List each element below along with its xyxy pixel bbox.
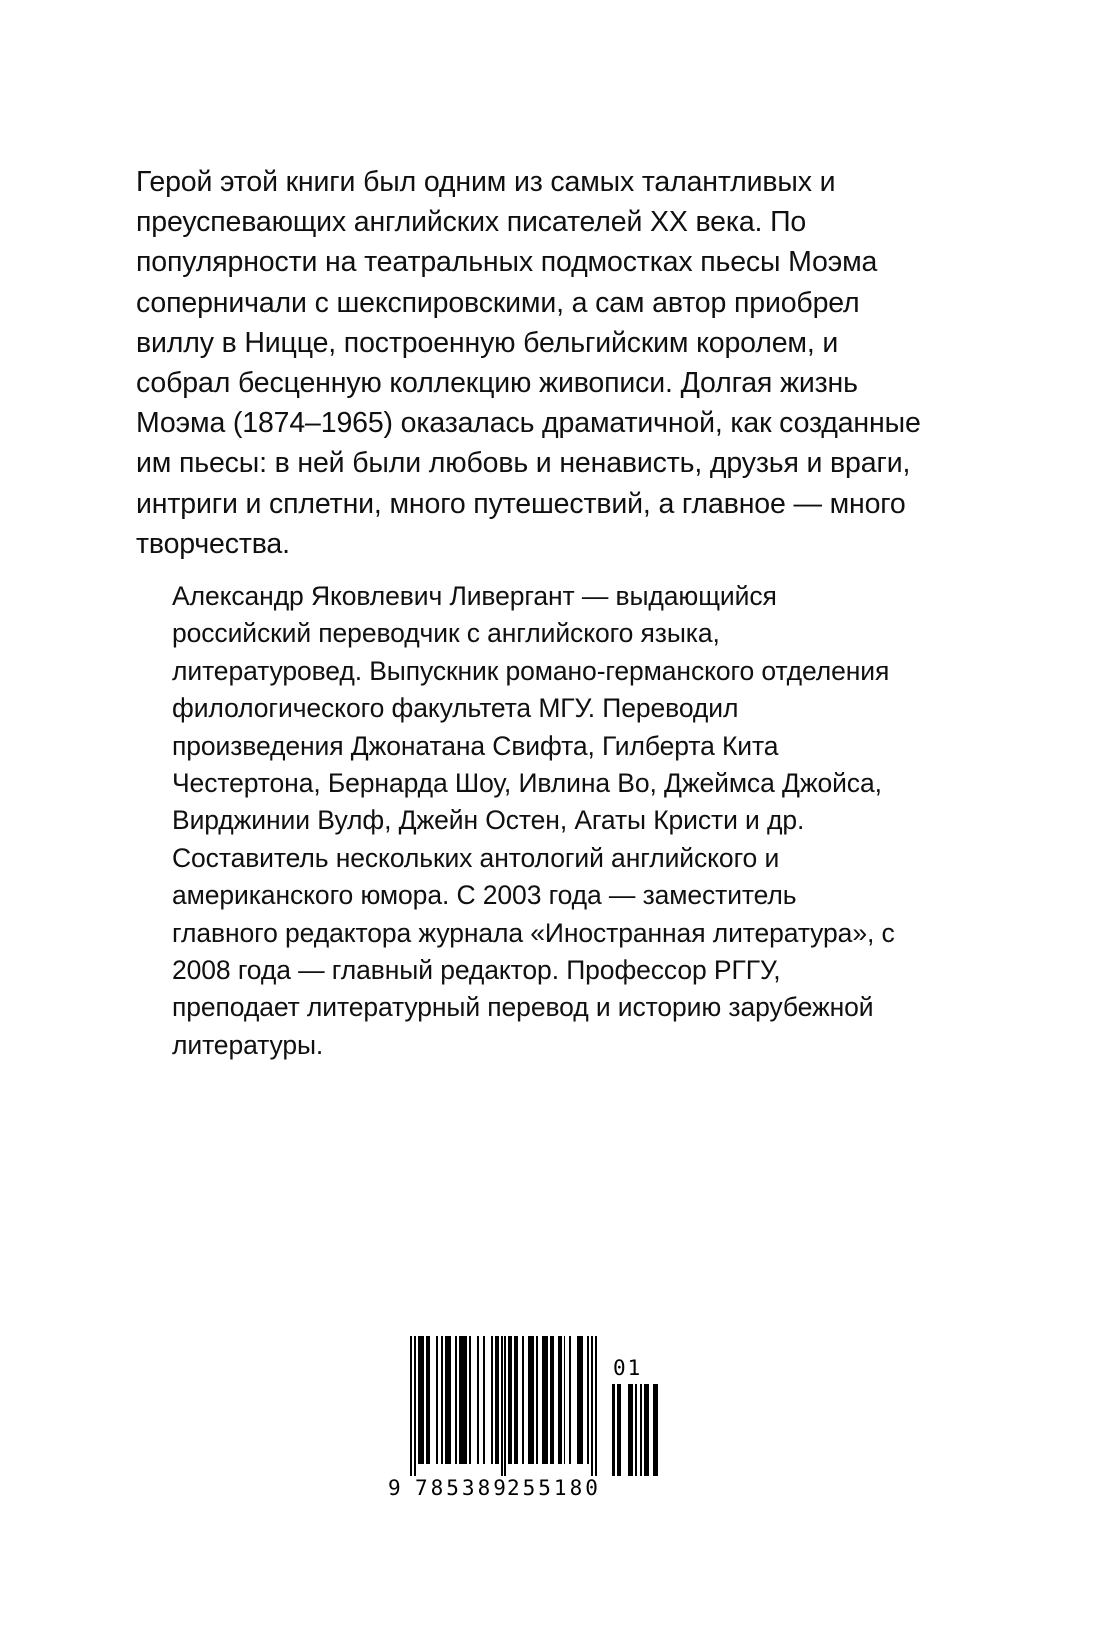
barcode-bar [528,1336,534,1464]
barcode-bar [587,1336,589,1464]
ean13-lead-digit: 9 [388,1476,401,1500]
barcode-bar [569,1336,571,1464]
ean13-bars [410,1336,597,1476]
barcode-bar [418,1336,424,1464]
barcode-addon-bar [612,1384,614,1476]
barcode-bar [495,1336,499,1464]
ean-addon-label: 01 [613,1356,643,1380]
barcode-addon-bar [628,1384,633,1476]
barcode-bar [445,1336,451,1464]
barcode-bar [501,1336,503,1476]
barcode-bar [558,1336,562,1464]
barcode-bar [522,1336,524,1464]
barcode-addon-bar [617,1384,622,1476]
barcode-bar [455,1336,457,1464]
barcode-bar [436,1336,438,1464]
ean-addon-barcode [610,1356,658,1476]
barcode-bar [577,1336,583,1464]
book-blurb-text: Герой этой книги был одним из самых талантливых и преуспевающих английских писателей XX века. По популярности на театральных подмостках пьесы Моэма соперничали с шекспировскими, а сам автор приобрел виллу в Ницце, построенную бельгийским королем, и собрал бесценную коллекцию живописи. Долгая жизнь Моэма (1874–1965) оказалась драматичной, как созданные им пьесы: в ней были любовь и ненависть, друзья и враги, интриги и сплетни, много путешествий, а главное — много творчества. [136,166,921,560]
barcode-bar [595,1336,597,1476]
barcode-bar [410,1336,412,1476]
barcode-addon-bar [653,1384,658,1476]
barcode-addon-bar [644,1384,649,1476]
barcode-bar [414,1336,416,1476]
barcode-bar [441,1336,443,1464]
ean-addon-bars [610,1384,658,1476]
barcode-bar [542,1336,548,1464]
barcode-bar [550,1336,554,1464]
barcode-bar [477,1336,479,1464]
barcode-addon-bar [640,1384,642,1476]
barcode-bar [483,1336,485,1464]
barcode-addon-bar [635,1384,637,1476]
barcode-bar [508,1336,512,1464]
barcode-bar [564,1336,566,1464]
barcode [388,1336,660,1516]
ean13-digits [388,1476,603,1502]
ean13-right-group: 255180 [507,1476,601,1500]
author-bio-text: Александр Яковлевич Ливергант — выдающийся российский переводчик с английского языка, литературовед. Выпускник романо-германского отделения филологического факультета МГУ. Переводил произведения Джонатана Свифта, Гилберта Кита Честертона, Бернарда Шоу, Ивлина Во, Джеймса Джойса, Вирджинии Вулф, Джейн Остен, Агаты Кристи и др. Составитель нескольких антологий английского и американского юмора. С 2003 года — заместитель главного редактора журнала «Иностранная литература», с 2008 года — главный редактор. Профессор РГГУ, преподает литературный перевод и историю зарубежной литературы. [172,581,895,1060]
ean13-barcode [388,1336,601,1500]
barcode-bar [469,1336,471,1464]
barcode-bar [491,1336,493,1464]
barcode-bar [504,1336,506,1476]
barcode-bar [536,1336,538,1464]
barcode-bar [591,1336,593,1476]
barcode-bar [514,1336,518,1464]
barcode-bar [426,1336,430,1464]
ean13-left-group: 785389 [415,1476,509,1500]
barcode-bar [459,1336,467,1464]
